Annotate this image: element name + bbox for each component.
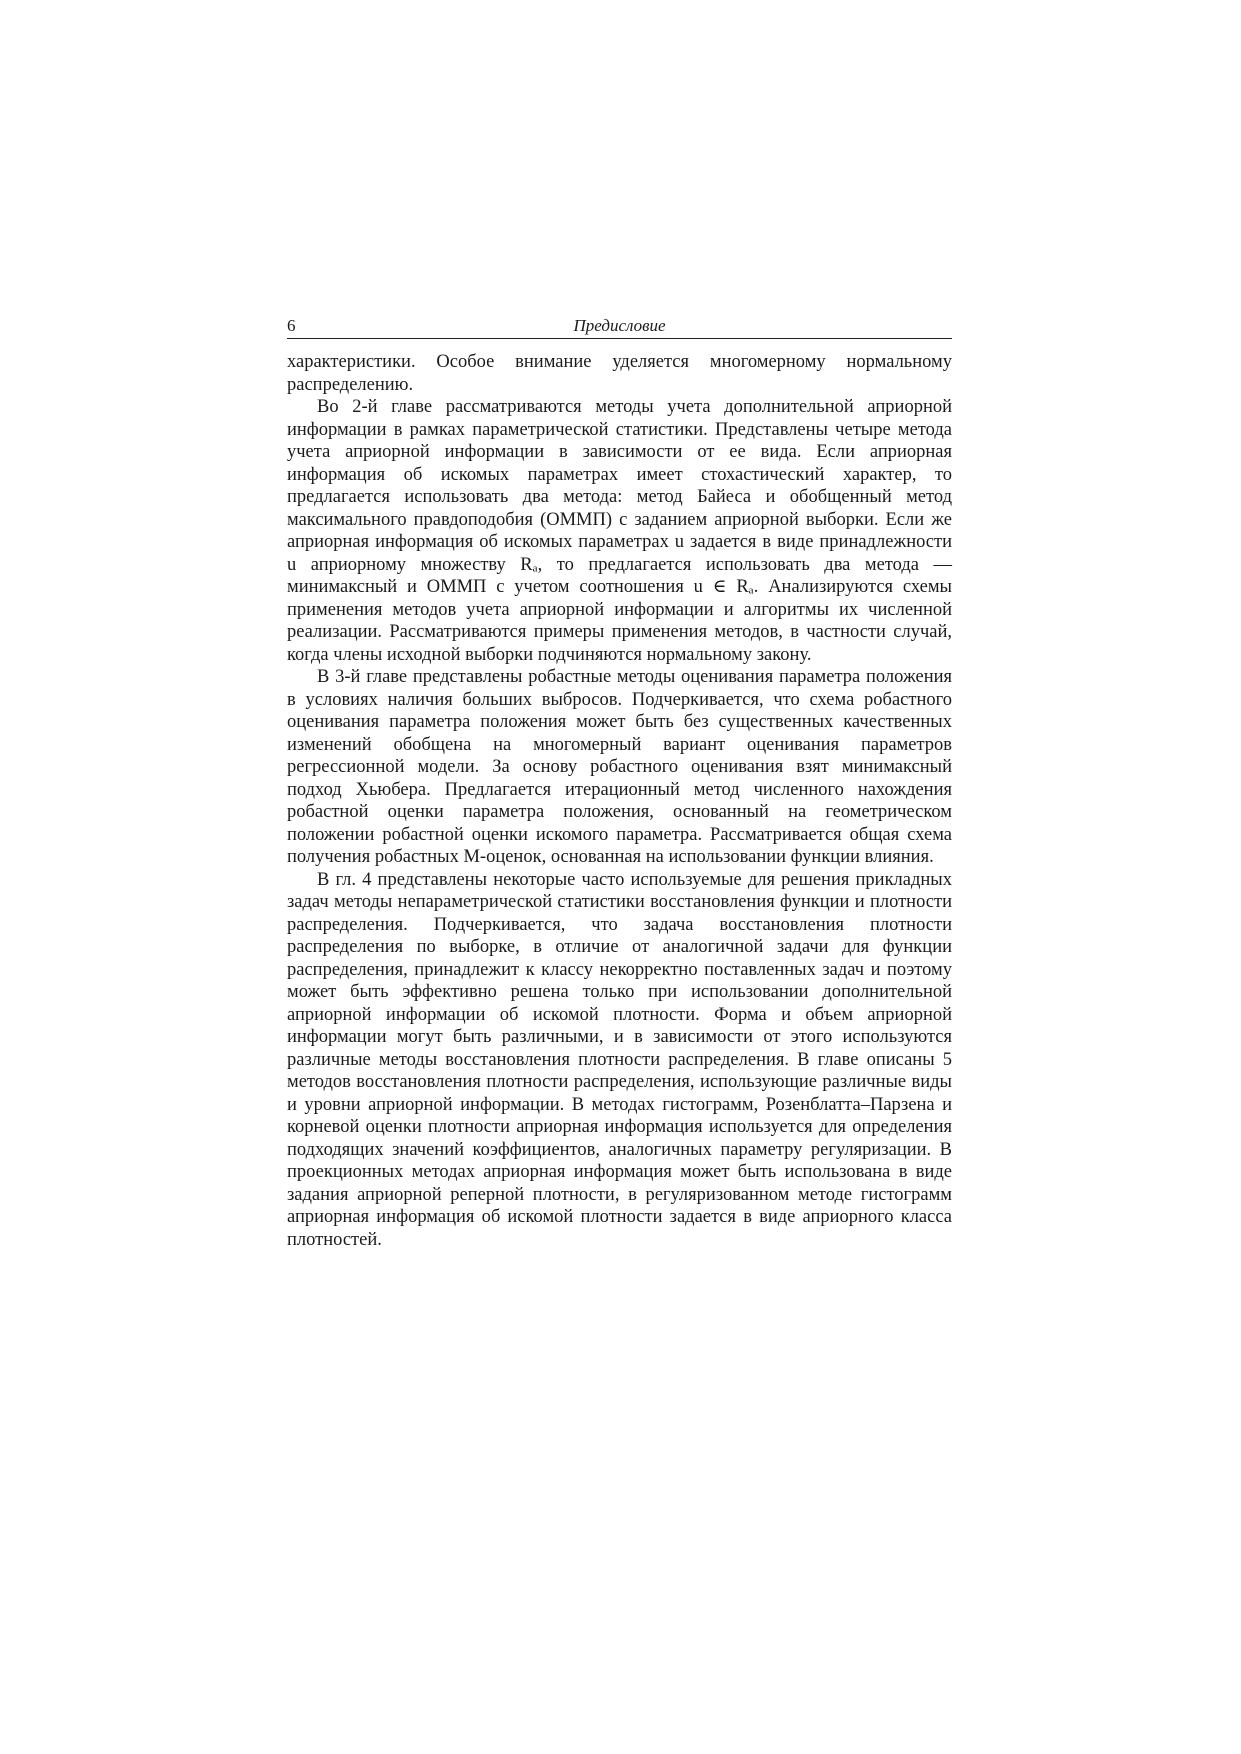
book-page xyxy=(287,316,952,1251)
running-title: Предисловие xyxy=(573,316,666,335)
paragraph-chapter-3: В 3-й главе представлены робастные методы оценивания параметра положения в условиях наличия больших выбросов. Подчеркивается, что схема робастного оценивания параметра положения может быть без существенных качественных изменений обобщена на многомерный вариант оценивания параметров регрессионной модели. За основу робастного оценивания взят минимаксный подход Хьюбера. Предлагается итерационный метод численного нахождения робастной оценки параметра положения, основанный на геометрическом положении робастной оценки искомого параметра. Рассматривается общая схема получения робастных М-оценок, основанная на использовании функции влияния. xyxy=(287,667,952,867)
running-head xyxy=(287,316,952,339)
page-number: 6 xyxy=(287,316,296,335)
paragraph-chapter-4: В гл. 4 представлены некоторые часто используемые для решения прикладных задач методы непараметрической статистики восстановления функции и плотности распределения. Подчеркивается, что задача восстановления плотности распределения по выборке, в отличие от аналогичной задачи для функции распределения, принадлежит к классу некорректно поставленных задач и поэтому может быть эффективно решена только при использовании дополнительной априорной информации об искомой плотности. Форма и объем априорной информации могут быть различными, и в зависимости от этого используются различные методы восстановления плотности распределения. В главе описаны 5 методов восстановления плотности распределения, использующие различные виды и уровни априорной информации. В методах гистограмм, Розенблатта–Парзена и корневой оценки плотности априорная информация используется для определения подходящих значений коэффициентов, аналогичных параметру регуляризации. В проекционных методах априорная информация может быть использована в виде задания априорной реперной плотности, в регуляризованном методе гистограмм априорная информация об искомой плотности задается в виде априорного класса плотностей. xyxy=(287,869,952,1250)
paragraph-chapter-2: Во 2-й главе рассматриваются методы учета дополнительной априорной информации в рамках параметрической статистики. Представлены четыре метода учета априорной информации в зависимости от ее вида. Если априорная информация об искомых параметрах имеет стохастический характер, то предлагается использовать два метода: метод Байеса и обобщенный метод максимального правдоподобия (ОММП) с заданием априорной выборки. Если же априорная информация об искомых параметрах u задается в виде принадлежности u априорному множеству Rₐ, то предлагается использовать два метода — минимаксный и ОММП с учетом соотношения u ∈ Rₐ. Анализируются схемы применения методов учета априорной информации и алгоритмы их численной реализации. Рассматриваются примеры применения методов, в частности случай, когда члены исходной выборки подчиняются нормальному закону. xyxy=(287,397,952,665)
body-text xyxy=(287,351,952,1251)
paragraph-continuation: характеристики. Особое внимание уделяется многомерному нормальному распределению. xyxy=(287,352,952,395)
